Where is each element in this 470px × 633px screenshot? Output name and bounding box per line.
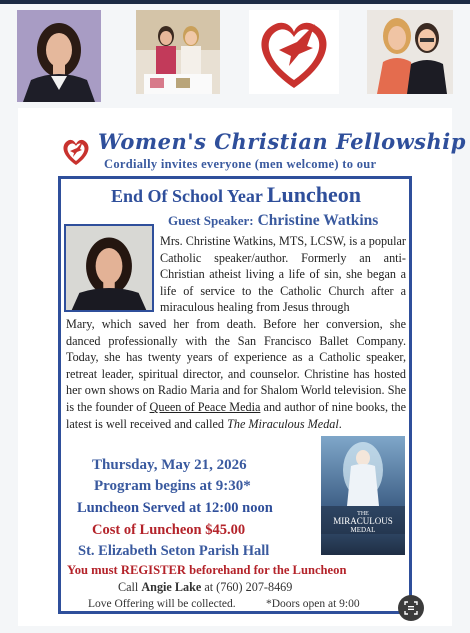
event-photo-friends [367, 10, 453, 94]
speaker-bio-bottom [66, 316, 406, 432]
fellowship-title: Women's Christian Fellowship [98, 129, 466, 154]
registration-notice: You must REGISTER beforehand for the Luncheon [67, 563, 347, 577]
speaker-bio-text-2: and author of nine books, the latest is well received and called [66, 399, 407, 431]
event-venue: St. Elizabeth Seton Parish Hall [78, 543, 270, 559]
doors-open: *Doors open at 9:00 [266, 598, 360, 610]
love-offering: Love Offering will be collected. [88, 598, 236, 610]
top-accent-bar [0, 0, 470, 4]
book-cover-line1: THE [357, 511, 369, 517]
event-date: Thursday, May 21, 2026 [92, 457, 247, 473]
luncheon-time: Luncheon Served at 12:00 noon [77, 500, 273, 516]
contact-prefix: Call [118, 580, 139, 594]
heart-dove-emblem [249, 10, 339, 94]
lens-search-button[interactable] [398, 595, 424, 621]
guest-speaker-name: Christine Watkins [257, 212, 379, 229]
guest-speaker-label: Guest Speaker: [168, 213, 254, 228]
queen-of-peace-link[interactable]: Queen of Peace Media [149, 399, 261, 414]
event-heading [66, 182, 406, 208]
heart-dove-logo-icon [60, 135, 92, 167]
contact-name: Angie Lake [141, 580, 202, 594]
speaker-bio-text: Mary, which saved her from death. Before her conversion, she danced professionally with the San Francisco Ballet Company. Today, she has twenty years of experience as a Catholic speaker, retreat leader, spiritual director, and counselor. Christine has hosted her own shows on Radio Maria and for Shalom World television. She is the founder of [66, 317, 406, 414]
speaker-bio-top: Mrs. Christine Watkins, MTS, LCSW, is a popular Catholic speaker/author. Formerly an anti-Christian atheist living a life of sin, she began a life of service to the Catholic Church after a miraculous healing from Jesus through [160, 234, 406, 315]
contact-line [118, 580, 292, 595]
lens-icon [404, 601, 418, 615]
speaker-headshot [64, 224, 154, 312]
event-heading-part1: End Of School Year [110, 186, 263, 206]
luncheon-cost: Cost of Luncheon $45.00 [92, 522, 246, 538]
guest-speaker [168, 212, 378, 230]
speaker-photo [17, 10, 101, 102]
book-cover-image [321, 436, 405, 555]
book-cover-line3: MEDAL [350, 526, 376, 534]
contact-phone[interactable]: at (760) 207-8469 [204, 580, 293, 594]
event-photo-table [136, 10, 220, 94]
invite-line: Cordially invites everyone (men welcome) to our [104, 157, 377, 171]
book-title: The Miraculous Medal [227, 416, 339, 431]
event-heading-part2: Luncheon [266, 182, 361, 207]
bio-end: . [338, 416, 342, 431]
program-time: Program begins at 9:30* [94, 478, 251, 494]
book-cover-line2: MIRACULOUS [333, 516, 393, 526]
